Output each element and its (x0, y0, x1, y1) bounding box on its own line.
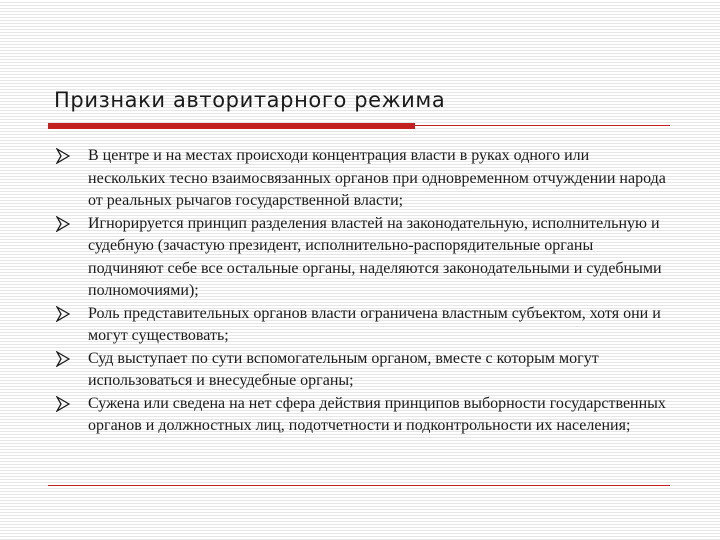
title-underline (48, 125, 670, 126)
arrowhead-bullet-icon (56, 306, 70, 322)
bullet-list (56, 145, 666, 438)
bullet-item (56, 348, 666, 393)
bullet-text: В центре и на местах происходи концентрация власти в руках одного или нескольких тесно взаимосвязанных органов при одновременном отчуждении народа от реальных рычагов государственной власти; (88, 147, 666, 209)
arrowhead-bullet-icon (56, 351, 70, 367)
arrowhead-bullet-icon (56, 216, 70, 232)
bullet-text: Игнорируется принцип разделения властей на законодательную, исполнительную и судебную (зачастую президент, исполнительно-распорядительные органы подчиняют себе все остальные органы, наделяются законодательными и судебными полномочиями); (88, 214, 662, 299)
bullet-text: Суд выступает по сути вспомогательным органом, вместе с которым могут использоваться и внесудебные органы; (88, 349, 599, 389)
bullet-item (56, 145, 666, 213)
bullet-text: Сужена или сведена на нет сфера действия принципов выборности государственных органов и должностных лиц, подотчетности и подконтрольности их населения; (88, 394, 666, 434)
bullet-text: Роль представительных органов власти ограничена властным субъектом, хотя они и могут существовать; (88, 304, 661, 344)
arrowhead-bullet-icon (56, 148, 70, 164)
arrowhead-bullet-icon (56, 396, 70, 412)
slide-title: Признаки авторитарного режима (54, 88, 446, 112)
bullet-item (56, 393, 666, 438)
title-underline-accent (48, 123, 415, 129)
footer-rule (48, 485, 670, 486)
bullet-item (56, 303, 666, 348)
bullet-item (56, 213, 666, 303)
